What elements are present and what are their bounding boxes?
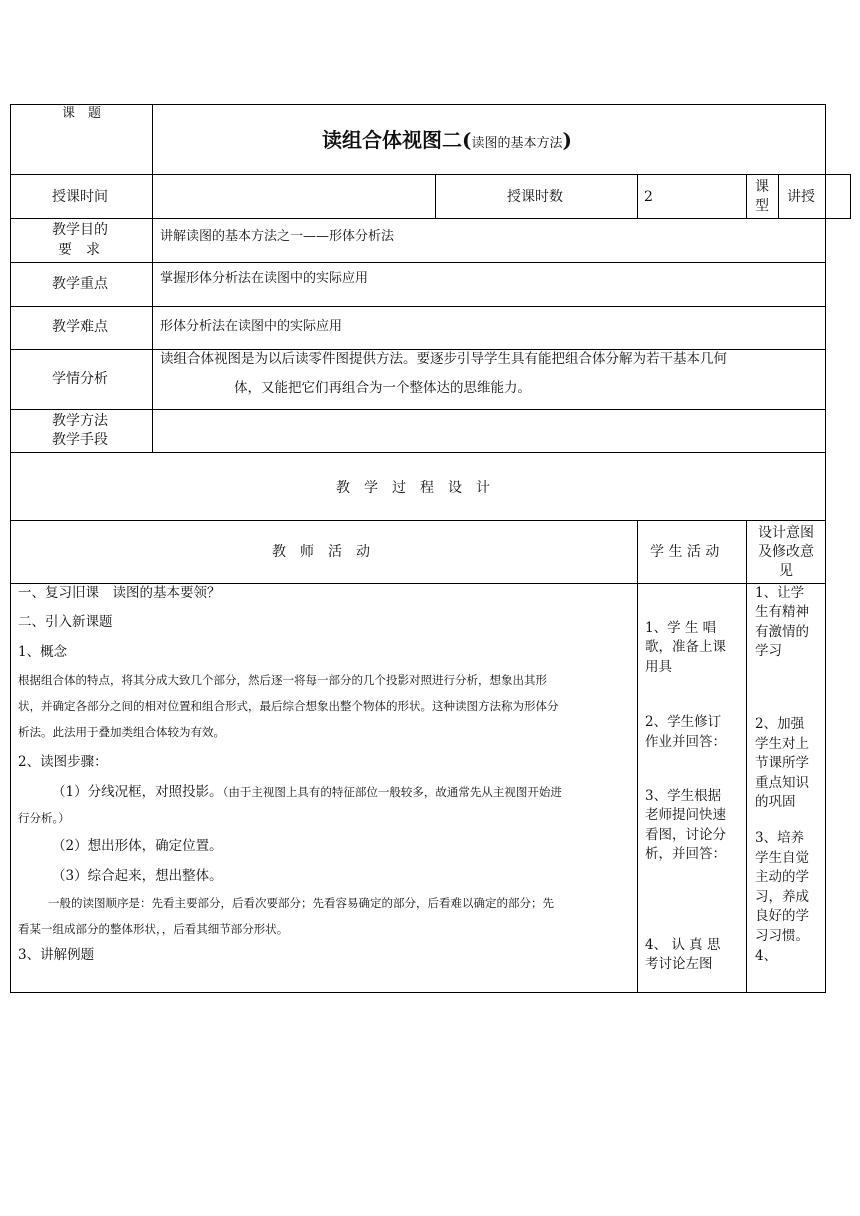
teacher-concept-line-1: 根据组合体的特点，将其分成大致几个部分，然后逐一将每一部分的几个投影对照进行分析，想象出其形 xyxy=(18,673,547,687)
intent-c2: 学生自觉 xyxy=(755,850,809,866)
intent-column-header-3: 见 xyxy=(779,563,793,579)
border-right xyxy=(825,104,826,993)
difficulty-label: 教学难点 xyxy=(52,319,108,335)
border-top xyxy=(10,104,826,105)
student-d1: 4、 认 真 思 xyxy=(645,937,721,953)
intent-a4: 学习 xyxy=(755,643,782,659)
intent-c5: 良好的学 xyxy=(755,908,809,924)
student-c3: 看图，讨论分 xyxy=(645,827,726,843)
student-c1: 3、学生根据 xyxy=(645,788,722,804)
teacher-order-line-2: 看某一组成部分的整体形状，，后看其细节部分形状。 xyxy=(18,922,289,936)
teacher-line-example: 3、讲解例题 xyxy=(18,947,95,963)
border-label-col xyxy=(152,104,153,453)
teacher-line-new-topic: 二、引入新课题 xyxy=(18,614,113,630)
border-row-design-top xyxy=(10,452,826,453)
border-row-content-top xyxy=(10,583,826,584)
border-row-time-top xyxy=(10,174,850,175)
teacher-line-steps: 2、读图步骤： xyxy=(18,754,108,770)
intent-c1: 3、培养 xyxy=(755,830,805,846)
title-paren-close: ) xyxy=(562,128,572,152)
border-row-analysis-top xyxy=(10,349,826,350)
type-label-1: 课 xyxy=(755,179,769,195)
intent-d1: 4、 xyxy=(755,948,778,964)
border-intent-col-left xyxy=(746,520,747,993)
teacher-step-1-note-2: 行分析。） xyxy=(18,811,70,825)
intent-b5: 的巩固 xyxy=(755,794,796,810)
student-a2: 歌，准备上课 xyxy=(645,639,726,655)
student-a3: 用具 xyxy=(645,659,672,675)
intent-a1: 1、让学 xyxy=(755,585,805,601)
goals-value: 讲解读图的基本方法之一——形体分析法 xyxy=(160,229,395,244)
methods-label-1: 教学方法 xyxy=(52,413,108,429)
teacher-column-header: 教 师 活 动 xyxy=(272,544,370,560)
border-row-difficulty-top xyxy=(10,306,826,307)
intent-b4: 重点知识 xyxy=(755,775,809,791)
border-row-columns-top xyxy=(10,520,826,521)
student-d2: 考讨论左图 xyxy=(645,956,713,972)
hours-label: 授课时数 xyxy=(507,189,563,205)
border-student-col-left xyxy=(637,520,638,993)
teacher-step-1-text: （1）分线况框，对照投影。 xyxy=(52,784,223,800)
student-c4: 析，并回答： xyxy=(645,846,726,862)
teacher-concept-line-3: 析法。此法用于叠加类组合体较为有效。 xyxy=(18,725,225,739)
teacher-step-3: （3）综合起来，想出整体。 xyxy=(52,868,223,884)
border-left xyxy=(10,104,11,993)
student-b2: 作业并回答： xyxy=(645,734,726,750)
border-type-value-left xyxy=(778,174,779,219)
design-title: 教 学 过 程 设 计 xyxy=(336,480,490,496)
time-label: 授课时间 xyxy=(52,189,108,205)
student-c2: 老师提问快速 xyxy=(645,807,726,823)
intent-b1: 2、加强 xyxy=(755,716,805,732)
teacher-concept-line-2: 状，并确定各部分之间的相对位置和组合形式，最后综合想象出整个物体的形状。这种读图方法称为形体分 xyxy=(18,699,559,713)
border-row-methods-top xyxy=(10,409,826,410)
intent-c6: 习习惯。 xyxy=(755,928,809,944)
border-hours-value-left xyxy=(637,174,638,219)
goals-label-2: 要 求 xyxy=(58,242,100,258)
intent-a3: 有激情的 xyxy=(755,624,809,640)
difficulty-value: 形体分析法在读图中的实际应用 xyxy=(160,319,343,334)
intent-column-header-2: 及修改意 xyxy=(758,544,814,560)
key-point-label: 教学重点 xyxy=(52,276,108,292)
intent-b2: 学生对上 xyxy=(755,736,809,752)
border-bottom xyxy=(10,992,826,993)
border-type-label-left xyxy=(746,174,747,219)
intent-c3: 主动的学 xyxy=(755,869,809,885)
teacher-step-1-note: （由于主视图上具有的特征部位一般较多，故通常先从主视图开始进 xyxy=(222,785,562,799)
analysis-line-2: 体，又能把它们再组合为一个整体达的思维能力。 xyxy=(234,380,531,396)
border-hours-label-left xyxy=(435,174,436,219)
type-value: 讲授 xyxy=(787,189,815,205)
student-a1: 1、学 生 唱 xyxy=(645,620,717,636)
teacher-step-2: （2）想出形体，确定位置。 xyxy=(52,838,223,854)
title-sub: 读图的基本方法 xyxy=(471,136,563,151)
hours-value: 2 xyxy=(644,189,653,205)
analysis-label: 学情分析 xyxy=(52,371,108,387)
teacher-line-concept: 1、概念 xyxy=(18,644,68,660)
intent-column-header-1: 设计意图 xyxy=(758,525,814,541)
student-column-header: 学 生 活 动 xyxy=(650,544,720,560)
type-label-2: 型 xyxy=(755,198,769,214)
intent-b3: 节课所学 xyxy=(755,755,809,771)
teacher-step-1 xyxy=(52,786,562,800)
title-main: 读组合体视图二 xyxy=(322,128,462,152)
title-paren-open: ( xyxy=(462,128,472,152)
intent-c4: 习，养成 xyxy=(755,889,809,905)
teacher-order-line-1: 一般的读图顺序是：先看主要部分，后看次要部分；先看容易确定的部分，后看难以确定的部分；先 xyxy=(48,896,554,910)
page-title xyxy=(322,130,572,150)
border-row-goals-top xyxy=(10,218,850,219)
topic-label: 课 题 xyxy=(62,106,102,121)
border-type-right xyxy=(850,174,851,219)
intent-a2: 生有精神 xyxy=(755,604,809,620)
goals-label-1: 教学目的 xyxy=(52,222,108,238)
methods-label-2: 教学手段 xyxy=(52,432,108,448)
student-b1: 2、学生修订 xyxy=(645,714,722,730)
analysis-line-1: 读组合体视图是为以后读零件图提供方法。要逐步引导学生具有能把组合体分解为若干基本几何 xyxy=(160,351,727,367)
teacher-line-review: 一、复习旧课 读图的基本要领？ xyxy=(18,585,221,601)
border-row-key-top xyxy=(10,262,826,263)
key-point-value: 掌握形体分析法在读图中的实际应用 xyxy=(160,271,369,286)
